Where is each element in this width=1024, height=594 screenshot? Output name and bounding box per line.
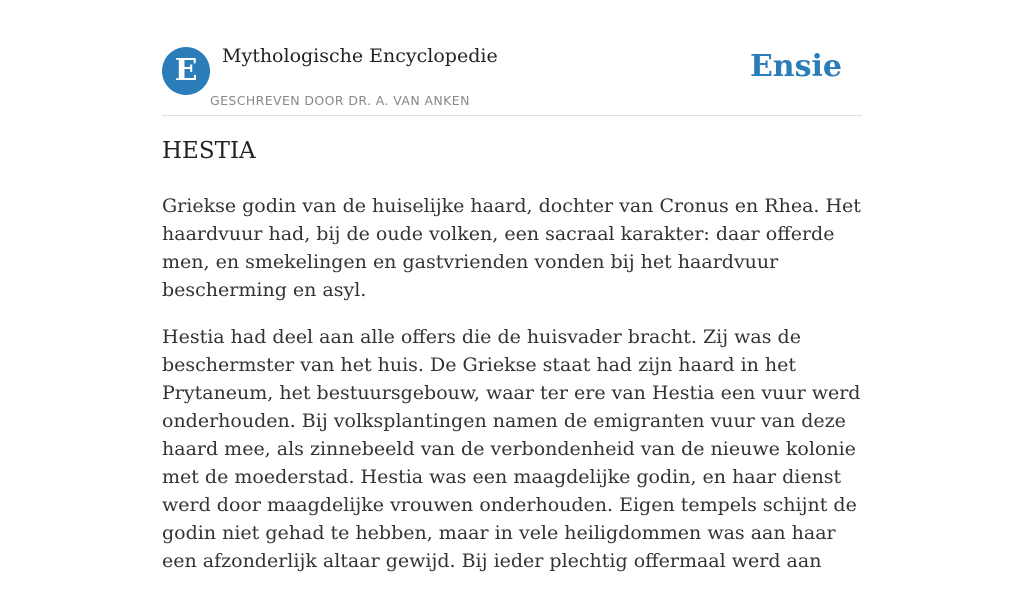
ensie-brand-logo[interactable]: Ensie	[749, 49, 842, 84]
author-byline: GESCHREVEN DOOR DR. A. VAN ANKEN	[210, 93, 470, 108]
article-paragraph: Hestia had deel aan alle offers die de huisvader bracht. Zij was de beschermster van het huis. De Griekse staat had zijn haard in het Prytaneum, het bestuursgebouw, waar ter ere van Hestia een vuur werd onderhouden. Bij volksplantingen namen de emigranten vuur van deze haard mee, als zinnebeeld van de verbondenheid van de nieuwe kolonie met de moederstad. Hestia was een maagdelijke godin, en haar dienst werd door maagdelijke vrouwen onderhouden. Eigen tempels schijnt de godin niet gehad te hebben, maar in vele heiligdommen was aan haar een afzonderlijk altaar gewijd. Bij ieder plechtig offermaal werd aan	[162, 326, 861, 572]
encyclopedia-title-link[interactable]: Mythologische Encyclopedie	[222, 45, 498, 67]
article-body	[162, 192, 866, 594]
header-divider	[162, 115, 862, 116]
encyclopedia-logo-icon[interactable]: E	[162, 47, 210, 95]
article-paragraph: Griekse godin van de huiselijke haard, dochter van Cronus en Rhea. Het haardvuur had, bij de oude volken, een sacraal karakter: daar offerde men, en smekelingen en gastvrienden vonden bij het haardvuur bescherming en asyl.	[162, 195, 861, 301]
article-title: HESTIA	[162, 138, 256, 164]
